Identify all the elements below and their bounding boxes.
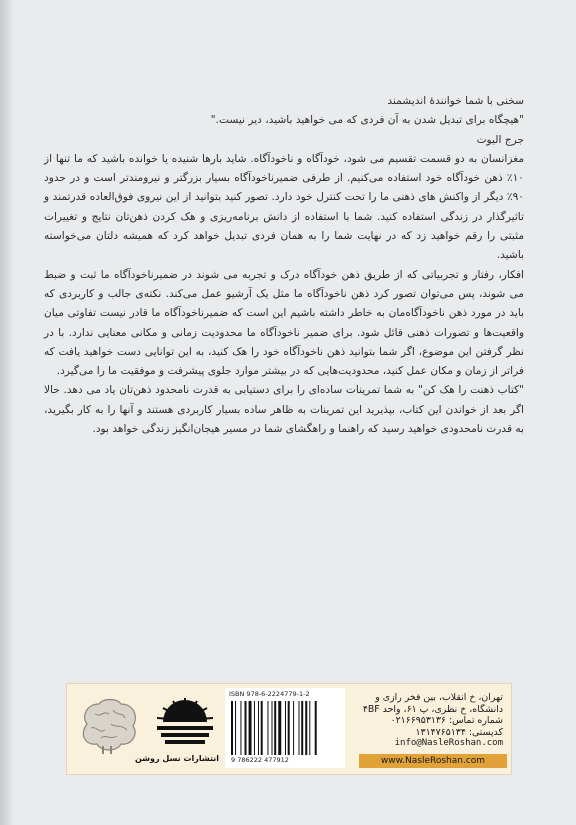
barcode-bar (258, 701, 259, 755)
barcode-bar (245, 701, 247, 755)
publisher-logo-text: انتشارات نسل روشن (134, 754, 219, 763)
address-line-2: دانشگاه، خ نظری، پ ۶۱، واحد ۴BF (362, 703, 503, 715)
barcode-bar (301, 701, 303, 755)
isbn-label: ISBN 978-6-2224779-1-2 (229, 690, 310, 698)
barcode-bar (274, 701, 276, 755)
paragraph-2: افکار، رفتار و تجربیاتی که از طریق ذهن خودآگاه درک و تجربه می شوند در ضمیرناخودآگاه ما ثبت و ضبط می شوند، پس می‌توان تصور کرد ذهن ناخودآگاه ما مثل یک آرشیو عمل می‌کند. نکته‌ی جالب و کاربردی که باید در مورد ذهن ناخودآگاه‌مان به خاطر داشته باشیم این است که ضمیرناخودآگاه ما قادر نیست تفاوتی میان واقعیت‌ها و تصورات ذهنی قائل شود. برای ضمیر ناخودآگاه ما محدودیت زمانی و مکانی معنایی ندارد. با در نظر گرفتن این موضوع، اگر شما بتوانید ذهن ناخودآگاه خود را هک کنید، به این توانایی دست خواهید یافت که فراتر از زمان و مکان عمل کنید، محدودیت‌هایی که در بیشتر موارد جلوی پیشرفت و موفقیت ما را می‌گیرد. (44, 268, 524, 378)
brain-icon (73, 694, 143, 758)
barcode-bar (254, 701, 255, 755)
barcode-bar (235, 701, 236, 755)
address-line-1: تهران، خ انقلاب، بین فخر رازی و (375, 692, 503, 703)
barcode-bar (299, 701, 300, 755)
barcode-bars-icon (231, 701, 339, 755)
barcode-bar (309, 701, 310, 755)
barcode-bar (249, 701, 252, 755)
barcode-bar (240, 701, 241, 755)
barcode-bar (285, 701, 286, 755)
quote: "هیچگاه برای تبدیل شدن به آن فردی که می خواهید باشید، دیر نیست." (210, 114, 524, 127)
barcode-bar (278, 701, 281, 755)
barcode-bar (231, 701, 233, 755)
barcode-bar (272, 701, 273, 755)
barcode-bar (267, 701, 268, 755)
paragraph-1: مغزانسان به دو قسمت تقسیم می شود، خودآگاه و ناخودآگاه. شاید بارها شنیده یا خوانده باشید که ما تنها از ۱۰٪ ذهن خودآگاه خود استفاده می‌کنیم. از طرفی ضمیرناخودآگاه بسیار بزرگتر و نیرومندتر است و در حدود ۹۰٪ دیگر از واکنش های ذهنی ما را تحت کنترل خود دارد. تصور کنید بتوانید از این نیروی فوق‌العاده قدرتمند و تاثیرگذار در زندگی استفاده کنید. شما با استفاده از دانش برنامه‌ریزی و هک کردن ذهن‌تان نتایج و تغییرات مثبتی را رقم خواهید زد که در نهایت شما را به همان فردی تبدیل خواهد کرد که همیشه دلتان می‌خواسته باشید. (44, 152, 524, 262)
barcode-digits: 9 786222 477912 (231, 756, 289, 764)
barcode (225, 688, 345, 768)
publisher-contact (343, 692, 503, 750)
barcode-bar (293, 701, 294, 755)
barcode-bar (315, 701, 317, 755)
spine-shadow (0, 0, 14, 825)
barcode-bar (305, 701, 307, 755)
barcode-bar (261, 701, 263, 755)
phone-number: شماره تماس: ۰۲۱۶۶۹۵۳۱۳۶ (390, 715, 503, 727)
postal-code: کدپستی: ۱۳۱۴۷۶۵۱۳۴ (415, 726, 503, 738)
paragraph-3: "کتاب ذهنت را هک کن" به شما تمرینات ساده‌ای را برای دستیابی به قدرت نامحدود ذهن‌تان یاد می دهد. حالا اگر بعد از خواندن این کتاب، بپذیرید این تمرینات به ظاهر ساده بسیار کاربردی هستند و آنها را به کار بگیرید، به قدرت نامحدودی خواهید رسید که راهنما و راهگشای شما در مسیر هیجان‌انگیز زندگی خواهد بود. (44, 384, 524, 436)
barcode-bar (288, 701, 290, 755)
email-address: info@NasleRoshan.com (394, 738, 503, 749)
website-link[interactable]: www.NasleRoshan.com (359, 754, 507, 768)
quote-author: جرج الیوت (476, 133, 524, 146)
back-cover-text (44, 92, 524, 439)
publisher-imprint-box (66, 683, 512, 775)
intro-heading: سخنی با شما خوانندهٔ اندیشمند (387, 95, 524, 107)
